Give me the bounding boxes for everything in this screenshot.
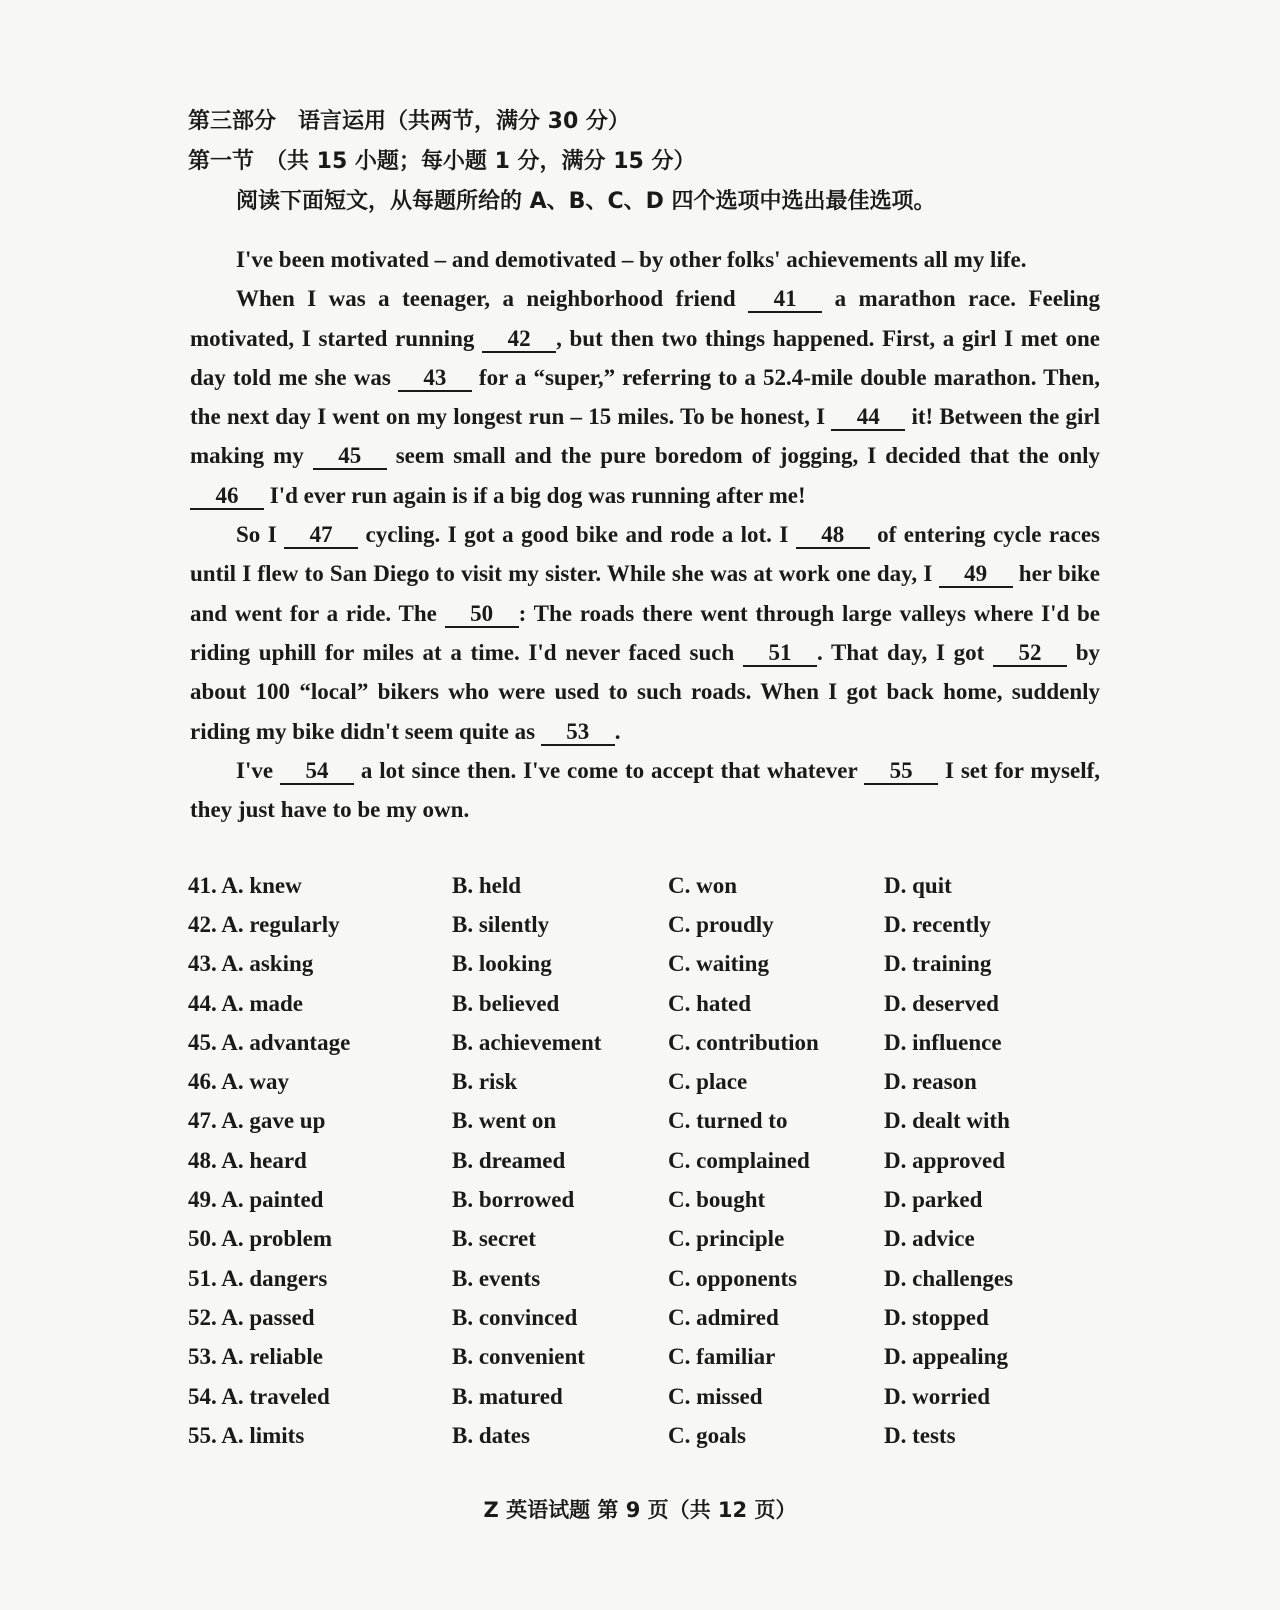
- blank-44: 44: [831, 405, 905, 431]
- option-item: B. convenient: [452, 1344, 585, 1370]
- option-item: B. borrowed: [452, 1187, 575, 1213]
- option-item: C. complained: [668, 1147, 810, 1173]
- blank-42: 42: [482, 327, 556, 353]
- passage-text: a marathon race. Feeling motivated, I started running: [190, 286, 1100, 351]
- option-item: B. secret: [452, 1226, 536, 1252]
- option-item: C. principle: [668, 1226, 785, 1252]
- option-item: D. worried: [884, 1383, 991, 1409]
- option-item: B. went on: [452, 1108, 557, 1134]
- passage-text: by about 100 “local” bikers who were used to such roads. When I got back home, suddenly riding my bike didn't seem quite as: [190, 639, 1100, 744]
- section-header: [188, 102, 1118, 222]
- option-item: D. recently: [884, 911, 991, 937]
- paragraph-4: [190, 751, 1100, 830]
- option-item: C. goals: [668, 1422, 746, 1448]
- option-row: [188, 1338, 1118, 1377]
- blank-41: 41: [748, 287, 822, 313]
- option-row: [188, 1023, 1118, 1062]
- option-item: C. hated: [668, 990, 752, 1016]
- blank-51: 51: [743, 641, 817, 667]
- option-item: 48. A. heard: [188, 1147, 307, 1173]
- option-item: 51. A. dangers: [188, 1265, 328, 1291]
- passage-text: .: [614, 718, 621, 744]
- option-item: D. reason: [884, 1069, 977, 1095]
- option-row: [188, 1259, 1118, 1298]
- passage-text: , but then two things happened. First, a girl I met one day told me she was: [190, 325, 1100, 390]
- paragraph-3: [190, 515, 1100, 751]
- cloze-passage: [190, 240, 1100, 829]
- option-row: [188, 1377, 1118, 1416]
- option-item: D. tests: [884, 1422, 956, 1448]
- option-item: 41. A. knew: [188, 872, 302, 898]
- option-item: D. stopped: [884, 1304, 989, 1330]
- option-item: D. advice: [884, 1226, 975, 1252]
- option-item: 43. A. asking: [188, 951, 314, 977]
- option-row: [188, 1220, 1118, 1259]
- passage-text: it! Between the girl making my: [190, 404, 1100, 469]
- answer-options: [188, 866, 1118, 1455]
- blank-47: 47: [284, 523, 358, 549]
- option-item: B. events: [452, 1265, 541, 1291]
- blank-49: 49: [939, 562, 1013, 588]
- option-row: [188, 984, 1118, 1023]
- option-item: 52. A. passed: [188, 1304, 315, 1330]
- blank-54: 54: [280, 759, 354, 785]
- option-row: [188, 945, 1118, 984]
- option-item: B. dreamed: [452, 1147, 566, 1173]
- option-item: 45. A. advantage: [188, 1029, 351, 1055]
- option-item: D. training: [884, 951, 992, 977]
- page-footer: Z 英语试题 第 9 页（共 12 页）: [483, 1498, 797, 1522]
- option-item: 42. A. regularly: [188, 911, 340, 937]
- option-item: 53. A. reliable: [188, 1344, 324, 1370]
- blank-43: 43: [398, 366, 472, 392]
- option-item: C. contribution: [668, 1029, 819, 1055]
- option-item: 44. A. made: [188, 990, 303, 1016]
- option-item: B. silently: [452, 911, 550, 937]
- passage-text: I set for myself, they just have to be my own.: [190, 757, 1100, 823]
- passage-text: a lot since then. I've come to accept that whatever: [353, 757, 865, 783]
- option-item: 55. A. limits: [188, 1422, 305, 1448]
- passage-text: When I was a teenager, a neighborhood friend: [236, 286, 749, 312]
- blank-45: 45: [313, 444, 387, 470]
- passage-text: I've been motivated – and demotivated – by other folks' achievements all my life.: [236, 247, 1027, 272]
- option-row: [188, 1062, 1118, 1101]
- option-item: 54. A. traveled: [188, 1383, 330, 1409]
- passage-text: So I: [236, 522, 285, 548]
- paragraph-2: [190, 279, 1100, 515]
- option-row: [188, 1141, 1118, 1180]
- option-item: D. appealing: [884, 1344, 1008, 1370]
- section-title: 第一节 （共 15 小题；每小题 1 分，满分 15 分）: [188, 149, 696, 174]
- passage-text: her bike and went for a ride. The: [190, 561, 1101, 626]
- passage-text: seem small and the pure boredom of jogging, I decided that the only: [386, 443, 1100, 469]
- option-item: C. turned to: [668, 1108, 788, 1134]
- option-item: C. waiting: [668, 951, 769, 977]
- option-item: C. proudly: [668, 911, 774, 937]
- option-item: 49. A. painted: [188, 1187, 324, 1213]
- option-item: C. admired: [668, 1304, 779, 1330]
- option-item: 46. A. way: [188, 1069, 289, 1095]
- option-item: C. opponents: [668, 1265, 798, 1291]
- option-item: B. believed: [452, 990, 560, 1016]
- option-row: [188, 1416, 1118, 1455]
- option-item: D. approved: [884, 1147, 1005, 1173]
- option-item: D. quit: [884, 872, 952, 898]
- blank-50: 50: [445, 602, 519, 628]
- option-item: C. bought: [668, 1187, 766, 1213]
- part-title: 第三部分 语言运用（共两节，满分 30 分）: [188, 109, 630, 134]
- option-item: D. challenges: [884, 1265, 1014, 1291]
- option-item: B. dates: [452, 1422, 530, 1448]
- passage-text: I'd ever run again is if a big dog was running after me!: [264, 482, 806, 508]
- option-item: B. risk: [452, 1069, 518, 1095]
- passage-text: for a “super,” referring to a 52.4-mile double marathon. Then, the next day I went on my longest run – 15 miles. To be honest, I: [190, 364, 1101, 430]
- option-item: D. dealt with: [884, 1108, 1010, 1134]
- paragraph-1: [190, 240, 1100, 279]
- option-item: B. looking: [452, 951, 552, 977]
- option-item: B. matured: [452, 1383, 563, 1409]
- option-item: B. held: [452, 872, 522, 898]
- option-item: C. won: [668, 872, 738, 898]
- passage-text: cycling. I got a good bike and rode a lot. I: [358, 522, 796, 548]
- blank-55: 55: [864, 759, 938, 785]
- option-row: [188, 1298, 1118, 1337]
- passage-text: I've: [236, 757, 280, 783]
- option-row: [188, 1102, 1118, 1141]
- option-row: [188, 905, 1118, 944]
- option-item: D. parked: [884, 1187, 983, 1213]
- instruction: 阅读下面短文，从每题所给的 A、B、C、D 四个选项中选出最佳选项。: [236, 189, 936, 214]
- option-item: D. deserved: [884, 990, 999, 1016]
- option-item: C. missed: [668, 1383, 763, 1409]
- option-item: C. familiar: [668, 1344, 776, 1370]
- option-row: [188, 1180, 1118, 1219]
- option-item: D. influence: [884, 1029, 1002, 1055]
- blank-52: 52: [993, 641, 1067, 667]
- blank-48: 48: [796, 523, 870, 549]
- passage-text: of entering cycle races until I flew to San Diego to visit my sister. While she was at work one day, I: [190, 522, 1100, 587]
- option-item: B. convinced: [452, 1304, 578, 1330]
- option-item: B. achievement: [452, 1029, 602, 1055]
- blank-53: 53: [541, 720, 615, 746]
- option-item: C. place: [668, 1069, 748, 1095]
- passage-text: : The roads there went through large valleys where I'd be riding uphill for miles at a time. I'd never faced such: [190, 600, 1101, 665]
- passage-text: . That day, I got: [816, 639, 993, 665]
- blank-46: 46: [190, 484, 264, 510]
- option-row: [188, 866, 1118, 905]
- option-item: 47. A. gave up: [188, 1108, 326, 1134]
- option-item: 50. A. problem: [188, 1226, 332, 1252]
